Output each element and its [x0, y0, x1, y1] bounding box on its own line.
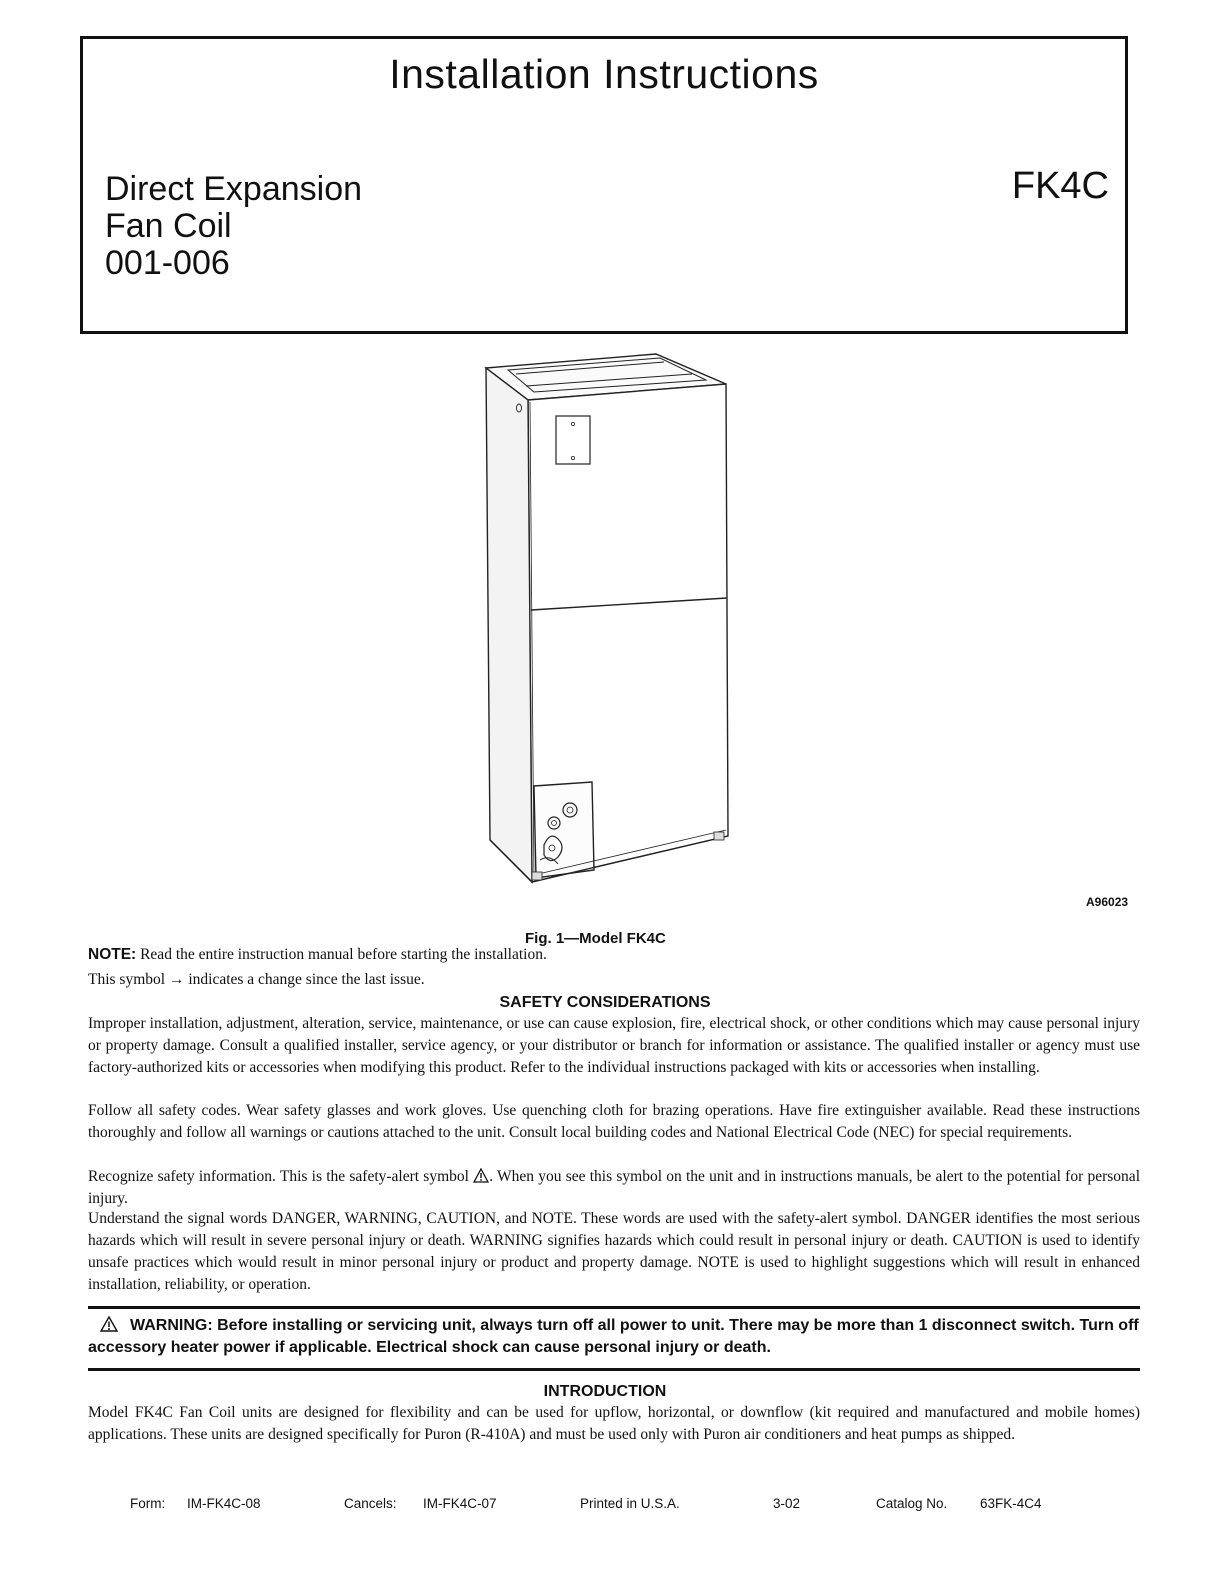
footer-form-label: Form:: [130, 1496, 166, 1511]
introduction-heading-text: INTRODUCTION: [543, 1383, 667, 1400]
safety-p3-before: Recognize safety information. This is the safety-alert symbol: [88, 1168, 469, 1185]
safety-paragraph-2: Follow all safety codes. Wear safety glasses and work gloves. Use quenching cloth for brazing operations. Have fire extinguisher available. Read these instructions thoroughly and follow all warnings or cautions attached to the unit. Consult local building codes and National Electrical Code (NEC) for special requirements.: [88, 1102, 1140, 1141]
document-footer: [0, 1496, 1210, 1520]
safety-heading: [0, 994, 1210, 1012]
safety-paragraph-4: Understand the signal words DANGER, WARNING, CAUTION, and NOTE. These words are used with the safety-alert symbol. DANGER identifies the most serious hazards which will result in severe personal injury or death. WARNING signifies hazards which could result in personal injury or death. CAUTION is used to identify unsafe practices which would result in minor personal injury or product and property damage. NOTE is used to highlight suggestions which will result in enhanced installation, reliability, or operation.: [88, 1210, 1140, 1293]
warning-block: [88, 1315, 1140, 1359]
footer-cancels-value: IM-FK4C-07: [423, 1496, 497, 1511]
footer-form-value: IM-FK4C-08: [187, 1496, 261, 1511]
safety-alert-icon: [473, 1168, 489, 1183]
footer-catalog-value: 63FK-4C4: [980, 1496, 1042, 1511]
product-subtitle: [105, 171, 362, 282]
footer-printed: Printed in U.S.A.: [580, 1496, 680, 1511]
safety-paragraph-3: [88, 1166, 1140, 1210]
note-label: NOTE:: [88, 946, 137, 963]
subtitle-line-1: Direct Expansion: [105, 170, 363, 208]
change-arrow-icon: →: [168, 971, 185, 988]
warning-text: Before installing or servicing unit, always turn off all power to unit. There may be more than 1 disconnect switch. Turn off accessory heater power if applicable. Electrical shock can cause personal injury or death.: [88, 1317, 1139, 1356]
change-symbol-text-before: This symbol: [88, 971, 166, 988]
warning-label: WARNING:: [130, 1317, 213, 1334]
introduction-paragraph: Model FK4C Fan Coil units are designed for flexibility and can be used for upflow, horizontal, or downflow (kit required and manufactured and mobile homes) applications. These units are designed specifically for Puron (R-410A) and must be used only with Puron air conditioners and heat pumps as shipped.: [88, 1404, 1140, 1443]
change-symbol-text-after: indicates a change since the last issue.: [188, 971, 425, 988]
safety-heading-text: SAFETY CONSIDERATIONS: [499, 994, 711, 1011]
fan-coil-unit-drawing: [470, 340, 750, 900]
header-box: [80, 36, 1128, 334]
figure-caption: Fig. 1—Model FK4C: [525, 930, 666, 947]
subtitle-line-3: 001-006: [105, 244, 230, 282]
warning-bottom-rule: [88, 1368, 1140, 1371]
note-paragraph: [88, 944, 1140, 966]
note-text: Read the entire instruction manual before starting the installation.: [140, 946, 547, 963]
footer-catalog-label: Catalog No.: [876, 1496, 948, 1511]
safety-paragraph-1: Improper installation, adjustment, alteration, service, maintenance, or use can cause explosion, fire, electrical shock, or other conditions which may cause personal injury or property damage. Consult a qualified installer, service agency, or your distributor or branch for information or assistance. The qualified installer or agency must use factory-authorized kits or accessories when modifying this product. Refer to the individual instructions packaged with kits or accessories when installing.: [88, 1015, 1140, 1076]
subtitle-line-2: Fan Coil: [105, 207, 232, 245]
figure-code: A96023: [1086, 895, 1129, 909]
footer-date: 3-02: [773, 1496, 801, 1511]
safety-p3-after: . When you see this symbol on the unit and in instructions manuals, be alert to the potential for personal injury.: [88, 1168, 1140, 1207]
warning-top-rule: [88, 1306, 1140, 1309]
introduction-heading: [0, 1383, 1210, 1401]
footer-cancels-label: Cancels:: [344, 1496, 397, 1511]
warning-alert-icon: [100, 1316, 118, 1332]
change-symbol-line: [88, 969, 1140, 991]
model-code: FK4C: [1011, 165, 1109, 207]
document-title: Installation Instructions: [389, 51, 819, 97]
